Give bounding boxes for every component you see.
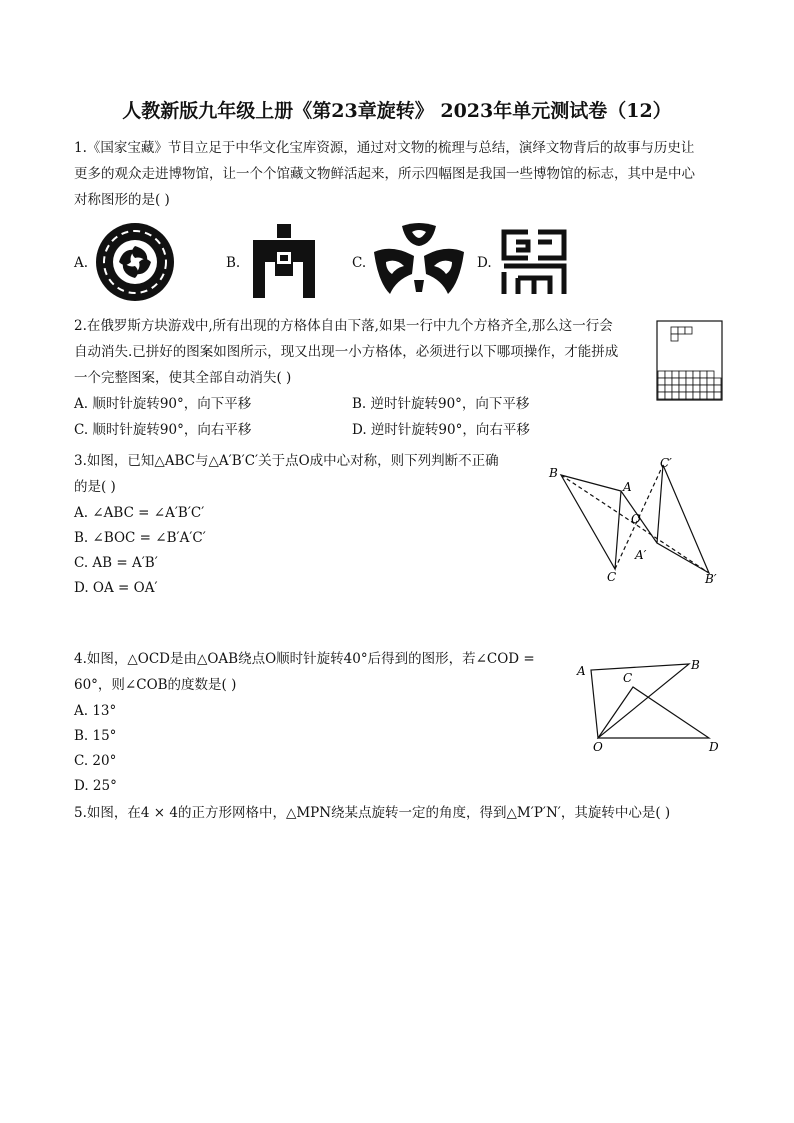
q2-option-b: B. 逆时针旋转90°，向下平移 bbox=[352, 396, 530, 412]
museum-logo-c-image bbox=[372, 222, 466, 298]
tetris-cell bbox=[686, 378, 693, 385]
tetris-cell bbox=[665, 392, 672, 399]
tetris-cell bbox=[707, 371, 714, 378]
q3-option-c: C. AB = A′B′ bbox=[74, 555, 158, 571]
tetris-cell bbox=[679, 385, 686, 392]
q4-option-a: A. 13° bbox=[74, 703, 117, 719]
tetris-cell bbox=[707, 392, 714, 399]
tetris-cell bbox=[658, 385, 665, 392]
q4-label-o: O bbox=[593, 740, 603, 754]
tetris-cell bbox=[686, 371, 693, 378]
tetris-cell bbox=[714, 378, 721, 385]
tetris-cell bbox=[714, 385, 721, 392]
q4-line-1: 4.如图，△OCD是由△OAB绕点O顺时针旋转40°后得到的图形，若∠COD = bbox=[74, 651, 535, 667]
q4-label-c: C bbox=[623, 671, 633, 685]
q3-label-b-prime: B′ bbox=[705, 572, 717, 586]
tetris-cell bbox=[679, 378, 686, 385]
q3-symmetry-figure bbox=[545, 455, 725, 590]
q2-option-d: D. 逆时针旋转90°，向右平移 bbox=[352, 422, 530, 438]
q3-label-a: A bbox=[623, 480, 632, 494]
tetris-cell bbox=[714, 392, 721, 399]
q3-label-b: B bbox=[549, 466, 558, 480]
tetris-cell bbox=[672, 392, 679, 399]
q4-option-d: D. 25° bbox=[74, 778, 117, 794]
q3-label-c: C bbox=[607, 570, 617, 584]
tetris-cell bbox=[707, 385, 714, 392]
q1-option-d: D. bbox=[477, 255, 492, 271]
tetris-cell bbox=[686, 385, 693, 392]
q3-label-a-prime: A′ bbox=[635, 548, 647, 562]
museum-logo-b-image bbox=[247, 222, 321, 300]
q1-line-2: 更多的观众走进博物馆，让一个个馆藏文物鲜活起来，所示四幅图是我国一些博物馆的标志，其中是中心 bbox=[74, 166, 695, 182]
q3-option-a: A. ∠ABC = ∠A′B′C′ bbox=[74, 505, 205, 521]
tetris-cell bbox=[672, 385, 679, 392]
tetris-cell bbox=[707, 378, 714, 385]
museum-logo-d-image bbox=[498, 226, 570, 298]
q2-option-a: A. 顺时针旋转90°，向下平移 bbox=[74, 396, 252, 412]
tetris-cell bbox=[665, 378, 672, 385]
q4-label-a: A bbox=[577, 664, 586, 678]
tetris-cell bbox=[700, 371, 707, 378]
tetris-cell bbox=[693, 385, 700, 392]
q2-option-c: C. 顺时针旋转90°，向右平移 bbox=[74, 422, 252, 438]
q3-option-d: D. OA = OA′ bbox=[74, 580, 158, 596]
tetris-cell bbox=[672, 378, 679, 385]
q4-label-d: D bbox=[709, 740, 719, 754]
q4-option-b: B. 15° bbox=[74, 728, 117, 744]
q4-line-2: 60°，则∠COB的度数是( ) bbox=[74, 677, 237, 693]
q1-line-3: 对称图形的是( ) bbox=[74, 192, 170, 208]
tetris-cell bbox=[700, 392, 707, 399]
tetris-cell bbox=[665, 371, 672, 378]
q1-option-c: C. bbox=[352, 255, 367, 271]
tetris-cell bbox=[658, 378, 665, 385]
tetris-cell bbox=[693, 371, 700, 378]
tetris-cell bbox=[693, 392, 700, 399]
q2-line-3: 一个完整图案，使其全部自动消失( ) bbox=[74, 370, 292, 386]
q3-option-b: B. ∠BOC = ∠B′A′C′ bbox=[74, 530, 206, 546]
q4-label-b: B bbox=[691, 658, 700, 672]
tetris-cell bbox=[665, 385, 672, 392]
tetris-cell bbox=[658, 392, 665, 399]
tetris-cell bbox=[679, 371, 686, 378]
tetris-grid-figure bbox=[656, 320, 724, 402]
tetris-cell bbox=[693, 378, 700, 385]
q5-line-1: 5.如图，在4 × 4的正方形网格中，△MPN绕某点旋转一定的角度，得到△M′P′N′，其旋转中心是( ) bbox=[74, 805, 671, 821]
q1-option-b: B. bbox=[226, 255, 241, 271]
q2-line-1: 2.在俄罗斯方块游戏中,所有出现的方格体自由下落,如果一行中九个方格齐全,那么这一行会 bbox=[74, 318, 613, 334]
tetris-cell bbox=[658, 371, 665, 378]
q1-line-1: 1.《国家宝藏》节目立足于中华文化宝库资源，通过对文物的梳理与总结，演绎文物背后的故事与历史让 bbox=[74, 140, 695, 156]
tetris-cell bbox=[679, 392, 686, 399]
tetris-cell bbox=[672, 371, 679, 378]
q3-label-o: O bbox=[631, 512, 641, 526]
q3-label-c-prime: C′ bbox=[660, 456, 672, 470]
tetris-cell bbox=[700, 378, 707, 385]
q1-option-a: A. bbox=[74, 255, 89, 271]
page-title: 人教新版九年级上册《第23章旋转》 2023年单元测试卷（12） bbox=[122, 100, 672, 122]
q3-line-2: 的是( ) bbox=[74, 479, 116, 495]
q2-line-2: 自动消失.已拼好的图案如图所示，现又出现一小方格体，必须进行以下哪项操作，才能拼成 bbox=[74, 344, 619, 360]
q3-line-1: 3.如图，已知△ABC与△A′B′C′关于点O成中心对称，则下列判断不正确 bbox=[74, 453, 499, 469]
tetris-cell bbox=[700, 385, 707, 392]
q4-option-c: C. 20° bbox=[74, 753, 117, 769]
museum-logo-a-image bbox=[93, 222, 177, 302]
tetris-cell bbox=[686, 392, 693, 399]
q4-rotation-figure bbox=[575, 655, 725, 755]
